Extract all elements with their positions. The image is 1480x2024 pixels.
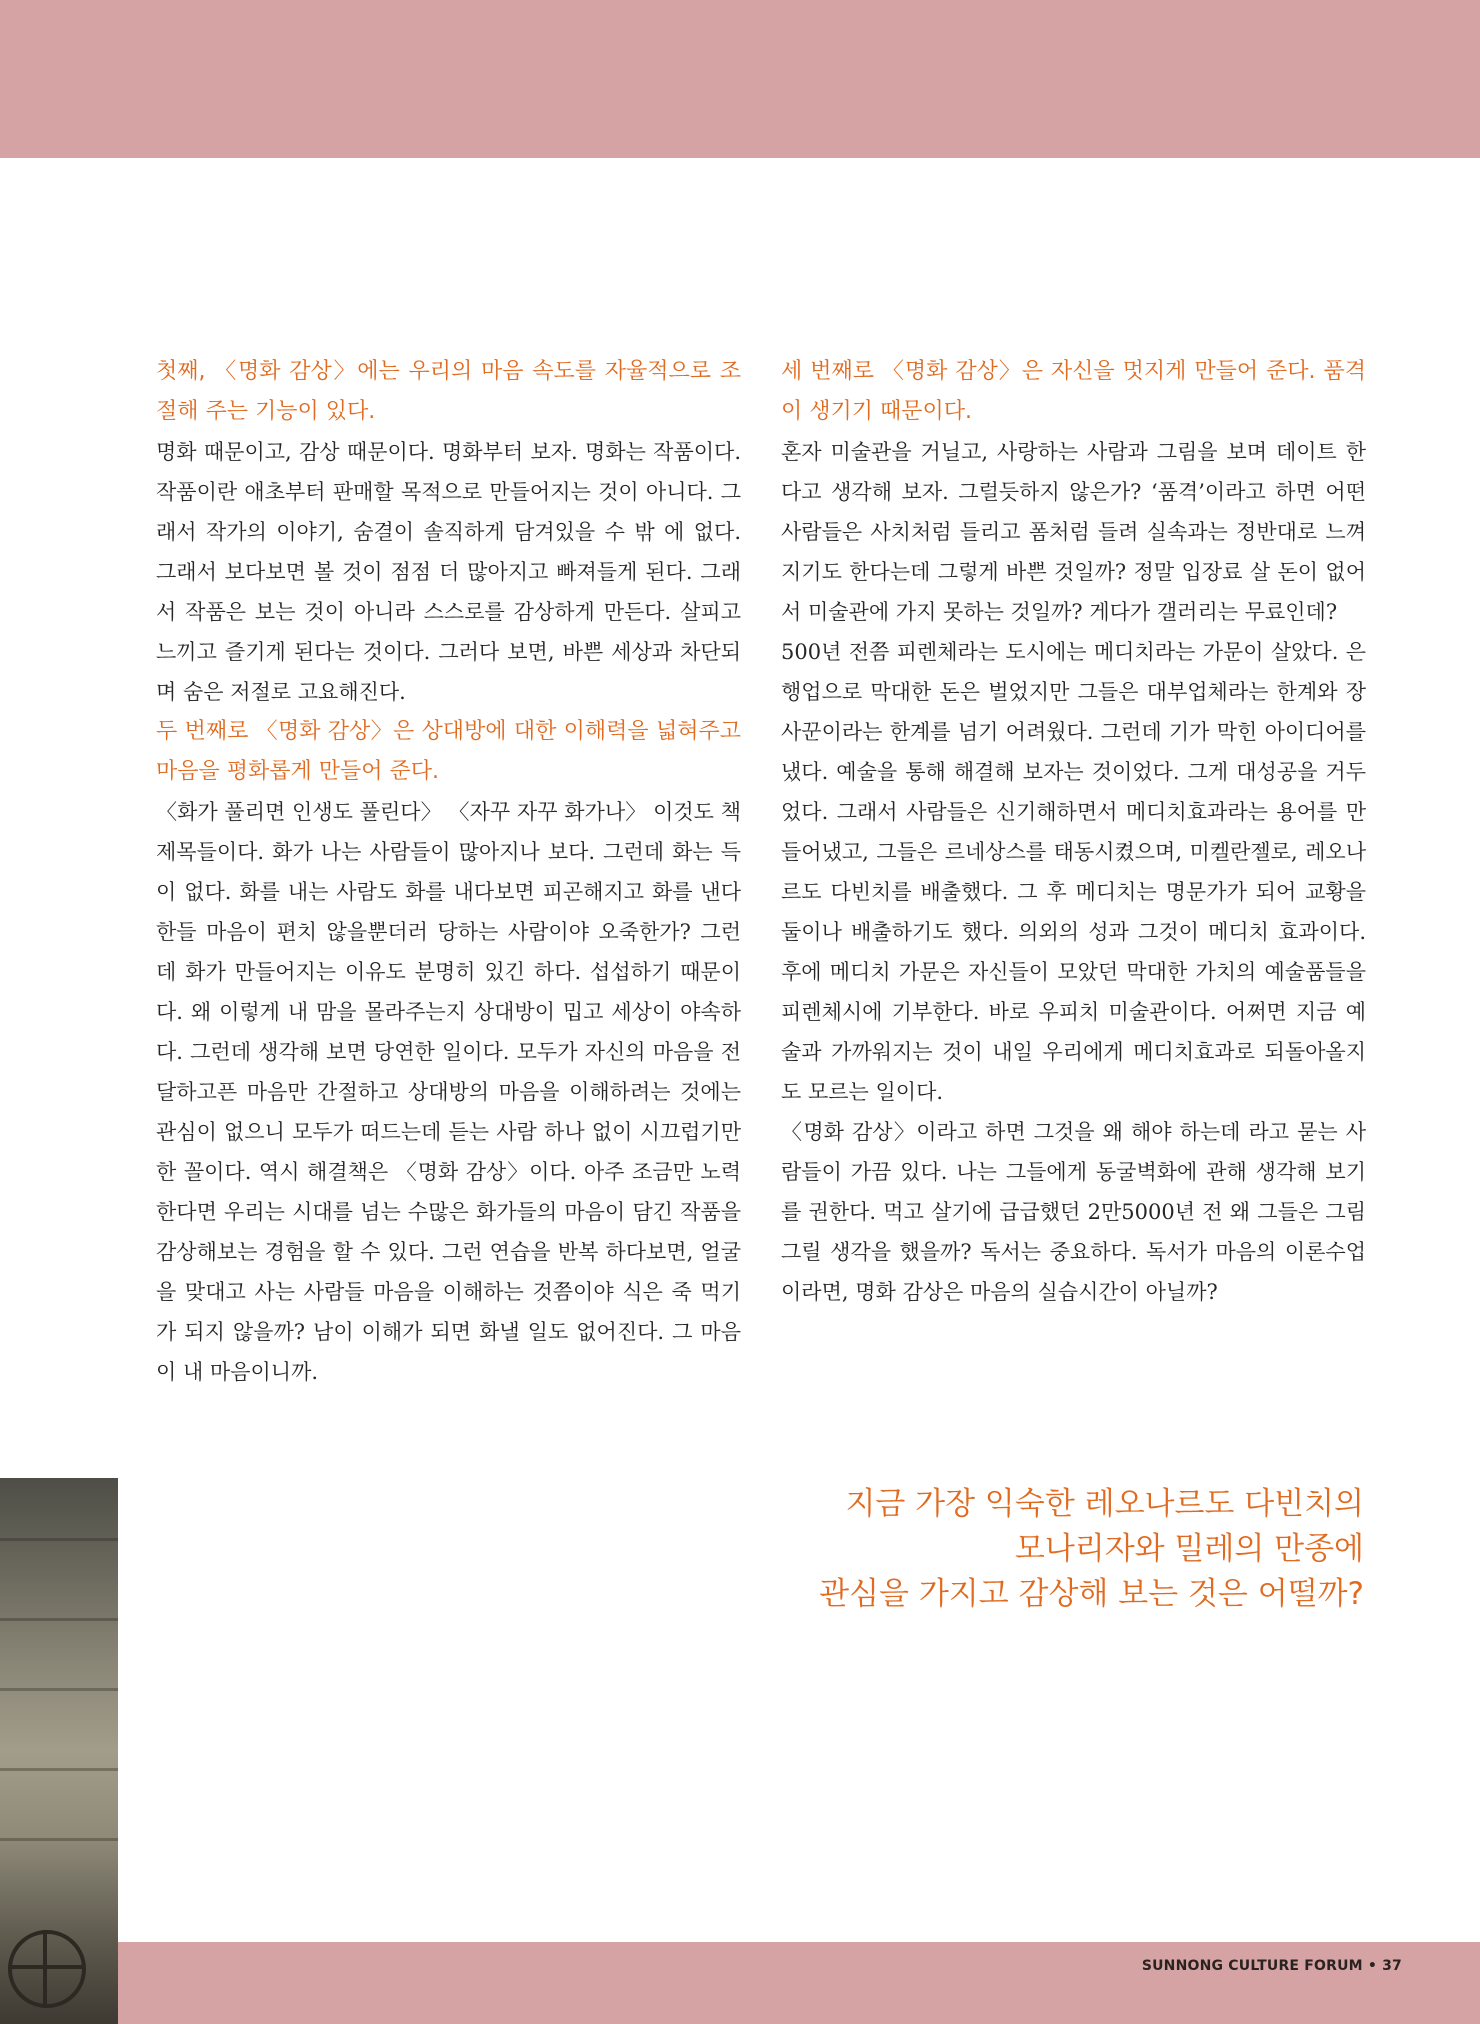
wheel-shape xyxy=(8,1930,86,2008)
section-heading-2: 두 번째로 〈명화 감상〉은 상대방에 대한 이해력을 넓혀주고 마음을 평화롭게 만들어 준다. xyxy=(156,719,742,784)
section-body-3c: 〈명화 감상〉이라고 하면 그것을 왜 해야 하는데 라고 묻는 사람들이 가끔 있다. 나는 그들에게 동굴벽화에 관해 생각해 보기를 권한다. 먹고 살기에 급급했던 2만5000년 전 왜 그들은 그림 그릴 생각을 했을까? 독서는 중요하다. 독서가 마음의 이론수업이라면, 명화 감상은 마음의 실습시간이 아닐까? xyxy=(781,1120,1366,1304)
painting-fragment-image xyxy=(0,1478,118,2024)
section-heading-3: 세 번째로 〈명화 감상〉은 자신을 멋지게 만들어 준다. 품격이 생기기 때문이다. xyxy=(781,359,1366,424)
pull-quote-line: 지금 가장 익숙한 레오나르도 다빈치의 xyxy=(845,1486,1364,1522)
right-column xyxy=(781,352,1366,1312)
pull-quote-line: 관심을 가지고 감상해 보는 것은 어떨까? xyxy=(819,1576,1364,1612)
top-decorative-band xyxy=(0,0,1480,158)
section-body-2: 〈화가 풀리면 인생도 풀린다〉 〈자꾸 자꾸 화가나〉 이것도 책 제목들이다. 화가 나는 사람들이 많아지나 보다. 그런데 화는 득이 없다. 화를 내는 사람도 화를 내다보면 피곤해지고 화를 낸다 한들 마음이 편치 않을뿐더러 당하는 사람이야 오죽한가? 그런데 화가 만들어지는 이유도 분명히 있긴 하다. 섭섭하기 때문이다. 왜 이렇게 내 맘을 몰라주는지 상대방이 밉고 세상이 야속하다. 그런데 생각해 보면 당연한 일이다. 모두가 자신의 마음을 전달하고픈 마음만 간절하고 상대방의 마음을 이해하려는 것에는 관심이 없으니 모두가 떠드는데 듣는 사람 하나 없이 시끄럽기만 한 꼴이다. 역시 해결책은 〈명화 감상〉이다. 아주 조금만 노력한다면 우리는 시대를 넘는 수많은 화가들의 마음이 담긴 작품을 감상해보는 경험을 할 수 있다. 그런 연습을 반복 하다보면, 얼굴을 맞대고 사는 사람들 마음을 이해하는 것쯤이야 식은 죽 먹기가 되지 않을까? 남이 이해가 되면 화낼 일도 없어진다. 그 마음이 내 마음이니까. xyxy=(156,800,741,1384)
bottom-decorative-band xyxy=(118,1942,1480,2024)
section-body-3a: 혼자 미술관을 거닐고, 사랑하는 사람과 그림을 보며 데이트 한다고 생각해 보자. 그럴듯하지 않은가? ‘품격’이라고 하면 어떤 사람들은 사치처럼 들리고 폼처럼 들려 실속과는 정반대로 느껴지기도 한다는데 그렇게 바쁜 것일까? 정말 입장료 살 돈이 없어서 미술관에 가지 못하는 것일까? 게다가 갤러리는 무료인데? xyxy=(781,440,1366,624)
section-body-1: 명화 때문이고, 감상 때문이다. 명화부터 보자. 명화는 작품이다. 작품이란 애초부터 판매할 목적으로 만들어지는 것이 아니다. 그래서 작가의 이야기, 숨결이 솔직하게 담겨있을 수 밖 에 없다. 그래서 보다보면 볼 것이 점점 더 많아지고 빠져들게 된다. 그래서 작품은 보는 것이 아니라 스스로를 감상하게 만든다. 살피고 느끼고 즐기게 된다는 것이다. 그러다 보면, 바쁜 세상과 차단되며 숨은 저절로 고요해진다. xyxy=(156,440,741,704)
section-heading-1: 첫째, 〈명화 감상〉에는 우리의 마음 속도를 자율적으로 조절해 주는 기능이 있다. xyxy=(156,359,741,424)
section-body-3b: 500년 전쯤 피렌체라는 도시에는 메디치라는 가문이 살았다. 은행업으로 막대한 돈은 벌었지만 그들은 대부업체라는 한계와 장사꾼이라는 한계를 넘기 어려웠다. 그런데 기가 막힌 아이디어를 냈다. 예술을 통해 해결해 보자는 것이었다. 그게 대성공을 거두었다. 그래서 사람들은 신기해하면서 메디치효과라는 용어를 만들어냈고, 그들은 르네상스를 태동시켰으며, 미켈란젤로, 레오나르도 다빈치를 배출했다. 그 후 메디치는 명문가가 되어 교황을 둘이나 배출하기도 했다. 의외의 성과 그것이 메디치 효과이다. 후에 메디치 가문은 자신들이 모았던 막대한 가치의 예술품들을 피렌체시에 기부한다. 바로 우피치 미술관이다. 어쩌면 지금 예술과 가까워지는 것이 내일 우리에게 메디치효과로 되돌아올지도 모르는 일이다. xyxy=(781,640,1366,1104)
pull-quote xyxy=(700,1482,1364,1617)
left-column xyxy=(156,352,741,1392)
pull-quote-line: 모나리자와 밀레의 만종에 xyxy=(1014,1531,1364,1567)
page-footer: SUNNONG CULTURE FORUM • 37 xyxy=(1141,1958,1402,1974)
